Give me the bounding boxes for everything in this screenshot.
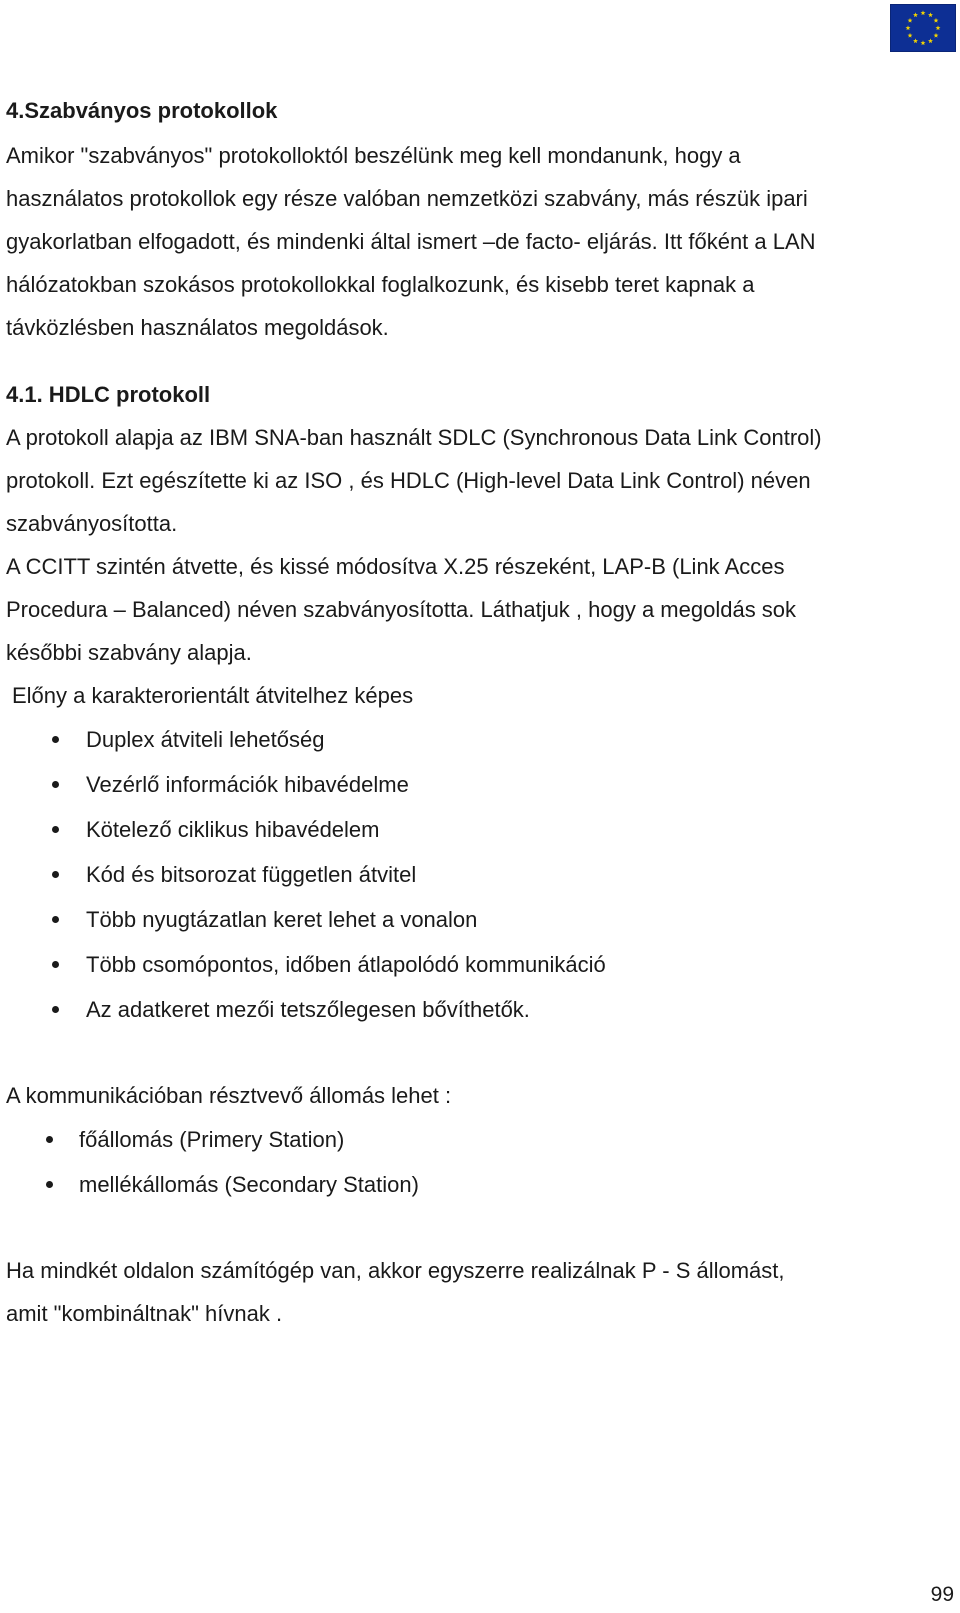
eu-stars: [891, 5, 955, 51]
list-item: [6, 717, 956, 762]
list-item-label: Kód és bitsorozat független átvitel: [86, 862, 417, 887]
paragraph-line: későbbi szabvány alapja.: [6, 640, 252, 665]
list-item-label: Több csomópontos, időben átlapolódó kommunikáció: [86, 952, 606, 977]
list-item: [6, 897, 956, 942]
advantages-intro: Előny a karakterorientált átvitelhez képes: [12, 683, 414, 708]
list-item: [6, 987, 956, 1032]
bullet-icon: [52, 736, 59, 743]
list-item-label: Az adatkeret mezői tetszőlegesen bővíthetők.: [86, 997, 530, 1022]
list-item-label: Több nyugtázatlan keret lehet a vonalon: [86, 907, 478, 932]
eu-star-icon: [936, 25, 941, 30]
stations-list: [6, 1117, 956, 1207]
eu-star-icon: [908, 18, 913, 23]
paragraph-line: gyakorlatban elfogadott, és mindenki által ismert –de facto- eljárás. Itt főként a LAN: [6, 229, 816, 254]
paragraph-line: Ha mindkét oldalon számítógép van, akkor egyszerre realizálnak P - S állomást,: [6, 1258, 785, 1283]
page-number: 99: [930, 1583, 954, 1606]
eu-star-icon: [921, 10, 926, 15]
advantages-list: [6, 717, 956, 1032]
list-item-label: Duplex átviteli lehetőség: [86, 727, 325, 752]
list-item-label: mellékállomás (Secondary Station): [79, 1172, 419, 1197]
eu-flag-icon: [890, 4, 956, 52]
bullet-icon: [52, 871, 59, 878]
eu-star-icon: [913, 38, 918, 43]
bullet-icon: [46, 1181, 53, 1188]
list-item: [6, 807, 956, 852]
bullet-icon: [52, 961, 59, 968]
paragraph-line: Procedura – Balanced) néven szabványosította. Láthatjuk , hogy a megoldás sok: [6, 597, 797, 622]
bullet-icon: [52, 826, 59, 833]
list-item: [6, 1117, 956, 1162]
subsection-heading: 4.1. HDLC protokoll: [6, 382, 211, 407]
eu-star-icon: [913, 12, 918, 17]
paragraph-line: hálózatokban szokásos protokollokkal foglalkozunk, és kisebb teret kapnak a: [6, 272, 755, 297]
paragraph-line: A CCITT szintén átvette, és kissé módosítva X.25 részeként, LAP-B (Link Acces: [6, 554, 785, 579]
bullet-icon: [52, 781, 59, 788]
list-item: [6, 762, 956, 807]
list-item-label: főállomás (Primery Station): [79, 1127, 345, 1152]
document-body: [6, 88, 956, 1335]
paragraph-line: A protokoll alapja az IBM SNA-ban használt SDLC (Synchronous Data Link Control): [6, 425, 822, 450]
bullet-icon: [52, 916, 59, 923]
eu-star-icon: [921, 40, 926, 45]
eu-star-icon: [908, 33, 913, 38]
eu-star-icon: [928, 12, 933, 17]
list-item: [6, 942, 956, 987]
eu-star-icon: [928, 38, 933, 43]
paragraph-line: protokoll. Ezt egészítette ki az ISO , és HDLC (High-level Data Link Control) néven: [6, 468, 811, 493]
list-item: [6, 852, 956, 897]
list-item: [6, 1162, 956, 1207]
eu-star-icon: [934, 33, 939, 38]
paragraph-line: szabványosította.: [6, 511, 178, 536]
section-heading: 4.Szabványos protokollok: [6, 98, 278, 123]
paragraph-line: Amikor "szabványos" protokolloktól beszélünk meg kell mondanunk, hogy a: [6, 143, 741, 168]
paragraph-line: amit "kombináltnak" hívnak .: [6, 1301, 283, 1326]
eu-star-icon: [934, 18, 939, 23]
paragraph-line: távközlésben használatos megoldások.: [6, 315, 389, 340]
bullet-icon: [46, 1136, 53, 1143]
eu-star-icon: [906, 25, 911, 30]
list-item-label: Vezérlő információk hibavédelme: [86, 772, 409, 797]
list-item-label: Kötelező ciklikus hibavédelem: [86, 817, 380, 842]
paragraph-line: használatos protokollok egy része valóban nemzetközi szabvány, más részük ipari: [6, 186, 808, 211]
bullet-icon: [52, 1006, 59, 1013]
stations-intro: A kommunikációban résztvevő állomás lehet :: [6, 1083, 452, 1108]
